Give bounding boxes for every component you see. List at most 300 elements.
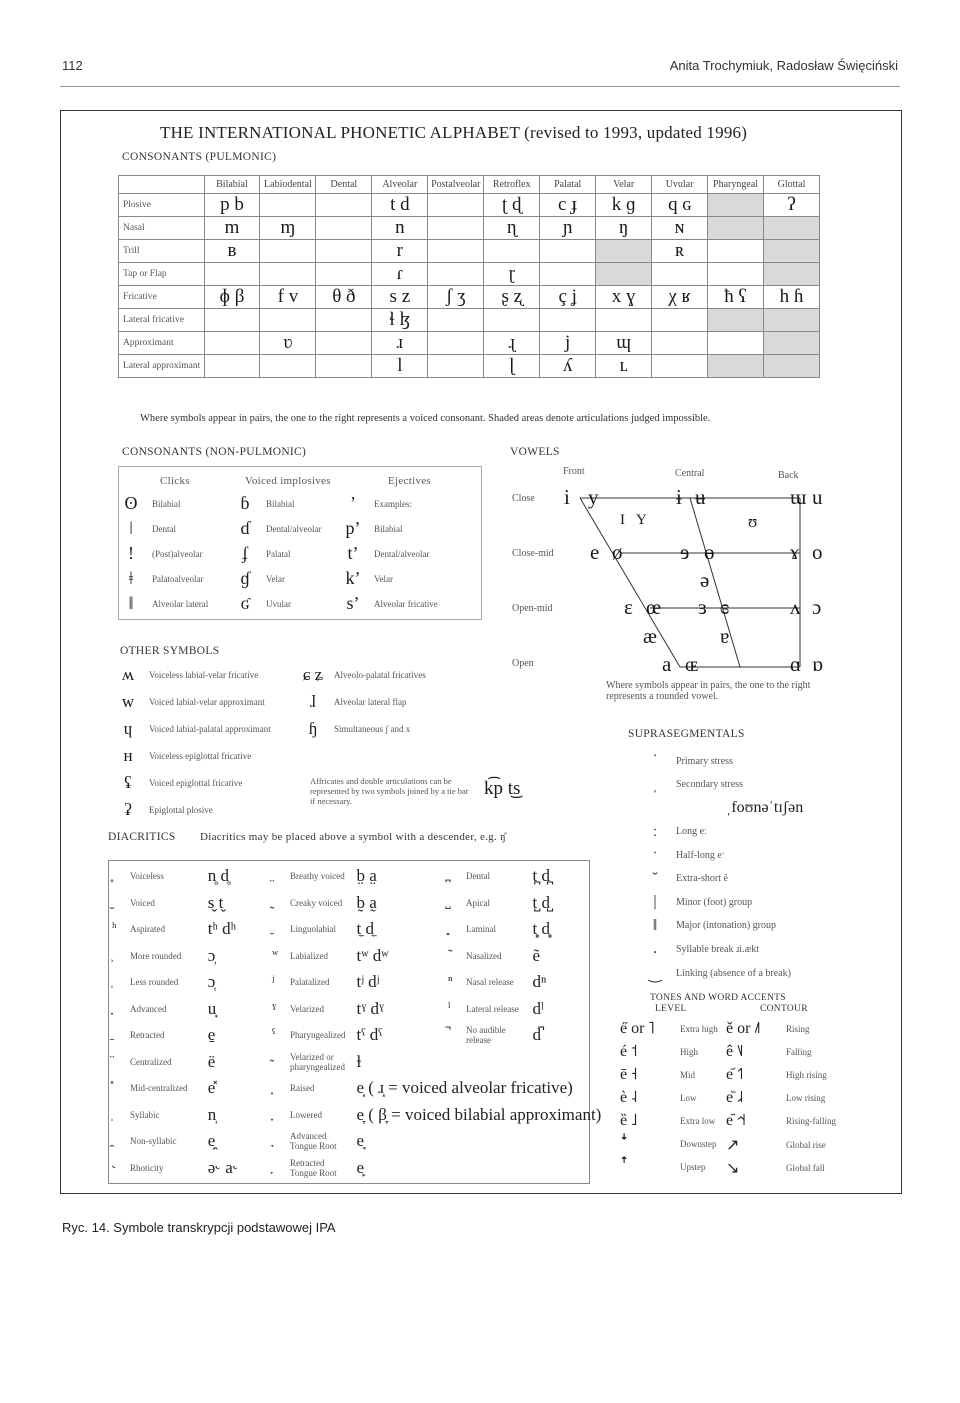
ejective-item bbox=[340, 543, 429, 564]
consonant-cell: ʟ bbox=[596, 355, 652, 378]
consonant-cell bbox=[316, 332, 372, 355]
suprasegmental-symbol: ‿ bbox=[648, 965, 662, 983]
tone-symbol: e᷈ ˧˦˧ bbox=[726, 1112, 746, 1129]
consonant-cell bbox=[652, 355, 708, 378]
suprasegmental-label: Major (intonation) group bbox=[676, 920, 776, 931]
tone-label: Rising-falling bbox=[786, 1116, 836, 1126]
diacritic-example: t̺ d̺ bbox=[532, 892, 550, 912]
consonant-cell: ɸ β bbox=[204, 286, 260, 309]
vowel-trapezoid bbox=[560, 480, 820, 680]
diacritic-row bbox=[448, 1025, 541, 1045]
symbol: pʼ bbox=[345, 518, 361, 538]
consonant-cell bbox=[428, 355, 484, 378]
consonant-cell bbox=[260, 240, 316, 263]
vowel-open-o: ɔ bbox=[812, 595, 822, 619]
consonant-cell bbox=[708, 217, 764, 240]
diacritic-row bbox=[272, 1105, 601, 1125]
tone-item bbox=[726, 1043, 812, 1061]
symbol-label: Voiced epiglottal fricative bbox=[149, 778, 243, 788]
diacritic-example: ə˞ a˞ bbox=[207, 1157, 239, 1177]
diacritic-label: Syllabic bbox=[130, 1109, 160, 1120]
symbol: ǃ bbox=[128, 543, 134, 563]
consonant-cell: ɲ bbox=[540, 217, 596, 240]
column-header: Uvular bbox=[652, 176, 708, 194]
diacritic-example: dˡ bbox=[532, 998, 544, 1018]
tone-symbol: é ˦ bbox=[620, 1043, 638, 1060]
vowel-front-label: Front bbox=[563, 466, 585, 477]
diacritic-row bbox=[272, 919, 374, 939]
diacritic-row bbox=[112, 999, 216, 1019]
vowel-i: i bbox=[564, 485, 570, 509]
consonant-row bbox=[119, 194, 820, 217]
diacritic-mark: ʷ bbox=[272, 947, 278, 963]
suprasegmental-symbol: . bbox=[653, 940, 657, 957]
column-header: Postalveolar bbox=[428, 176, 484, 194]
symbol-label: Alveolar lateral bbox=[152, 598, 209, 609]
suprasegmental-label: ˌfoʊnəˈtɪʃən bbox=[726, 799, 804, 816]
diacritic-row bbox=[112, 946, 215, 966]
diacritic-example: s̬ t̬ bbox=[207, 892, 224, 912]
vowel-turned-m: ɯ bbox=[790, 485, 807, 509]
diacritic-label: Voiceless bbox=[130, 871, 164, 881]
suprasegmental-item bbox=[640, 870, 728, 888]
diacritic-example: ɫ bbox=[356, 1051, 362, 1071]
diacritic-label: Breathy voiced bbox=[290, 871, 345, 881]
symbol-label: Dental bbox=[152, 523, 176, 534]
consonant-cell: k ɡ bbox=[596, 194, 652, 217]
consonant-cell: ʃ ʒ bbox=[428, 286, 484, 309]
consonant-cell: ʂ ʐ bbox=[484, 286, 540, 309]
consonant-cell bbox=[428, 263, 484, 286]
diacritic-mark bbox=[272, 1054, 290, 1070]
consonant-cell bbox=[316, 217, 372, 240]
tones-level-label: LEVEL bbox=[655, 1004, 687, 1014]
tone-item bbox=[620, 1043, 698, 1061]
figure-caption: Ryc. 14. Symbole transkrypcji podstawowej IPA bbox=[62, 1220, 336, 1235]
consonant-cell bbox=[204, 263, 260, 286]
diacritic-row bbox=[448, 999, 544, 1019]
tone-label: Global fall bbox=[786, 1163, 825, 1173]
vowel-ash: æ bbox=[643, 624, 658, 648]
consonant-cell: ŋ bbox=[596, 217, 652, 240]
tone-item bbox=[620, 1089, 697, 1107]
consonant-cell: l bbox=[372, 355, 428, 378]
diacritic-mark bbox=[272, 868, 290, 884]
suprasegmental-symbol: ˑ bbox=[652, 846, 658, 863]
diacritic-row bbox=[112, 893, 223, 913]
suprasegmental-item bbox=[640, 846, 725, 864]
diacritic-mark: ʰ bbox=[112, 921, 117, 936]
tone-label: Low rising bbox=[786, 1093, 826, 1103]
consonant-row bbox=[119, 240, 820, 263]
diacritic-label: Pharyngealized bbox=[290, 1030, 346, 1040]
diacritic-example: b̤ a̤ bbox=[356, 866, 377, 885]
vowel-barred-i: ɨ bbox=[676, 485, 682, 509]
consonant-cell: h ɦ bbox=[764, 286, 820, 309]
other-symbol-item bbox=[115, 692, 265, 712]
vowel-back-label: Back bbox=[778, 470, 799, 481]
vowel-a: a bbox=[662, 652, 672, 676]
column-header: Bilabial bbox=[204, 176, 260, 194]
diacritic-mark bbox=[272, 1133, 290, 1149]
diacritic-example: e̙ bbox=[356, 1157, 365, 1177]
consonant-cell: ɾ bbox=[372, 263, 428, 286]
consonant-cell: ɰ bbox=[596, 332, 652, 355]
symbol: sʼ bbox=[346, 593, 360, 613]
consonant-cell bbox=[652, 263, 708, 286]
suprasegmental-label: Syllable break ɹi.ækt bbox=[676, 943, 760, 955]
diacritic-mark: ˠ bbox=[272, 1000, 277, 1016]
symbol: ǀ bbox=[129, 518, 133, 538]
header-rule bbox=[60, 86, 900, 87]
affricate-note: Affricates and double articulations can be represented by two symbols joined by a tie bar if necessary. bbox=[310, 776, 469, 806]
suprasegmental-label: Linking (absence of a break) bbox=[676, 968, 791, 979]
diacritic-example: tˤ dˤ bbox=[356, 1025, 383, 1044]
tone-item bbox=[726, 1112, 836, 1130]
consonant-cell bbox=[708, 332, 764, 355]
other-symbol-item bbox=[115, 746, 251, 766]
diacritic-label: Aspirated bbox=[130, 924, 165, 934]
diacritic-example: tʰ dʰ bbox=[207, 919, 237, 938]
tone-item bbox=[620, 1020, 718, 1038]
consonant-cell bbox=[540, 240, 596, 263]
column-header: Pharyngeal bbox=[708, 176, 764, 194]
pulmonic-heading: CONSONANTS (PULMONIC) bbox=[122, 151, 277, 163]
consonant-cell: θ ð bbox=[316, 286, 372, 309]
other-symbol-item bbox=[115, 800, 213, 820]
symbol-label: Bilabial bbox=[266, 498, 295, 509]
diacritic-example: e̯ bbox=[207, 1131, 216, 1150]
diacritic-mark bbox=[112, 1001, 130, 1017]
diacritic-row bbox=[112, 919, 236, 939]
diacritic-row bbox=[112, 1078, 215, 1098]
consonant-row bbox=[119, 286, 820, 309]
consonant-cell bbox=[260, 263, 316, 286]
tone-symbol: ê ˥˩ bbox=[726, 1043, 744, 1060]
diacritic-mark bbox=[272, 921, 290, 937]
symbol-label: Voiced labial-velar approximant bbox=[149, 697, 265, 707]
suprasegmental-symbol: | bbox=[653, 893, 657, 910]
diacritic-label: Advanced bbox=[130, 1003, 167, 1014]
diacritic-mark bbox=[272, 1107, 290, 1123]
column-header: Alveolar bbox=[372, 176, 428, 194]
vowel-small-cap-i: I bbox=[620, 512, 625, 528]
consonant-cell bbox=[428, 194, 484, 217]
tone-symbol: ȅ ˩ bbox=[620, 1112, 638, 1129]
vowel-schwa: ə bbox=[700, 568, 710, 592]
diacritic-row bbox=[112, 1052, 215, 1072]
symbol-label: (Post)alveolar bbox=[152, 548, 203, 559]
suprasegmental-label: Secondary stress bbox=[676, 779, 743, 790]
tone-symbol: e᷄ ˦˥ bbox=[726, 1066, 744, 1083]
suprasegmental-label: Minor (foot) group bbox=[676, 896, 753, 908]
diacritic-example: b̰ a̰ bbox=[356, 892, 377, 912]
symbol-label: Epiglottal plosive bbox=[149, 805, 213, 815]
diacritic-label: Creaky voiced bbox=[290, 897, 343, 908]
diacritic-row bbox=[112, 1025, 215, 1045]
tone-label: Upstep bbox=[680, 1162, 706, 1172]
consonant-cell: ʙ bbox=[204, 240, 260, 263]
diacritic-row bbox=[272, 946, 389, 966]
diacritics-intro: Diacritics may be placed above a symbol with a descender, e.g. ŋ̊ bbox=[200, 831, 506, 843]
tone-label: Extra high bbox=[680, 1024, 718, 1034]
consonant-cell bbox=[652, 332, 708, 355]
implosive-item bbox=[232, 518, 321, 539]
diacritic-label: No audible release bbox=[466, 1025, 506, 1045]
suprasegmental-item bbox=[640, 752, 733, 770]
vowel-small-cap-y: Y bbox=[636, 512, 647, 528]
tones-contour-label: CONTOUR bbox=[760, 1004, 808, 1014]
diacritic-mark bbox=[112, 868, 130, 884]
column-header: Labiodental bbox=[260, 176, 316, 194]
consonant-row bbox=[119, 217, 820, 240]
tone-label: Low bbox=[680, 1093, 697, 1103]
symbol-label: Velar bbox=[266, 573, 285, 584]
consonant-cell bbox=[316, 240, 372, 263]
diacritic-mark bbox=[272, 1080, 290, 1096]
consonant-row bbox=[119, 263, 820, 286]
vowel-barred-o: ɵ bbox=[704, 540, 715, 564]
tone-item bbox=[620, 1135, 717, 1153]
consonant-cell bbox=[316, 263, 372, 286]
tone-item bbox=[726, 1135, 826, 1155]
vowel-closed-reversed-epsilon: ɞ bbox=[720, 595, 730, 619]
suprasegmental-symbol bbox=[640, 870, 670, 888]
diacritic-example: e̝ ( ɹ̝ = voiced alveolar fricative) bbox=[356, 1078, 573, 1097]
consonant-cell bbox=[204, 355, 260, 378]
suprasegmental-label: Long eː bbox=[676, 826, 707, 837]
diacritic-label: Labialized bbox=[290, 950, 328, 961]
diacritic-label: Linguolabial bbox=[290, 924, 336, 934]
diacritic-row bbox=[112, 1131, 215, 1151]
symbol: ɥ bbox=[123, 719, 133, 738]
diacritic-label: Apical bbox=[466, 897, 490, 908]
diacritic-mark bbox=[272, 1160, 290, 1176]
consonant-cell bbox=[764, 332, 820, 355]
vowel-oe: œ bbox=[646, 595, 662, 619]
manner-label: Plosive bbox=[119, 194, 205, 217]
consonant-cell: s z bbox=[372, 286, 428, 309]
diacritic-label: Lowered bbox=[290, 1109, 322, 1120]
consonant-cell bbox=[708, 263, 764, 286]
vowel-u: u bbox=[812, 485, 823, 509]
suprasegmental-item bbox=[640, 799, 803, 817]
diacritic-mark: ʲ bbox=[272, 974, 275, 989]
vowel-script-a: ɑ bbox=[790, 652, 801, 676]
consonant-cell bbox=[260, 194, 316, 217]
suprasegmental-item bbox=[640, 893, 752, 911]
symbol-label: Alveolar lateral flap bbox=[334, 697, 407, 707]
vowel-slashed-o: ø bbox=[612, 540, 623, 564]
other-symbol-item bbox=[115, 719, 271, 739]
symbol: ɗ bbox=[240, 518, 250, 538]
consonant-row bbox=[119, 332, 820, 355]
consonant-cell bbox=[428, 240, 484, 263]
diacritic-row bbox=[272, 893, 377, 913]
diacritic-row bbox=[272, 1025, 382, 1045]
diacritic-mark bbox=[448, 895, 466, 911]
consonant-cell: x ɣ bbox=[596, 286, 652, 309]
implosive-item bbox=[232, 493, 295, 514]
pulmonic-note: Where symbols appear in pairs, the one to the right represents a voiced consonant. Shaded areas denote articulations judged impossible. bbox=[140, 413, 711, 424]
diacritic-row bbox=[112, 1158, 238, 1178]
diacritic-mark bbox=[112, 895, 130, 911]
vowel-note: Where symbols appear in pairs, the one to the right represents a rounded vowel. bbox=[606, 680, 811, 702]
diacritic-mark bbox=[448, 868, 466, 884]
tone-label: Mid bbox=[680, 1070, 696, 1080]
symbol: ǁ bbox=[128, 593, 134, 613]
symbol: ɺ bbox=[310, 692, 316, 711]
consonant-cell bbox=[204, 332, 260, 355]
symbol-label: Uvular bbox=[266, 598, 291, 609]
tone-item bbox=[726, 1020, 810, 1038]
tone-symbol: e̋ or ˥ bbox=[620, 1020, 655, 1037]
click-item bbox=[118, 518, 176, 539]
tone-label: Rising bbox=[786, 1024, 810, 1034]
implosives-title: Voiced implosives bbox=[245, 475, 331, 487]
tone-item bbox=[620, 1066, 695, 1084]
diacritic-mark bbox=[112, 974, 130, 990]
vowel-turned-v: ʌ bbox=[790, 595, 801, 619]
other-symbol-item bbox=[115, 665, 258, 685]
diacritic-mark bbox=[448, 1027, 466, 1043]
consonant-cell bbox=[204, 309, 260, 332]
implosive-item bbox=[232, 568, 285, 589]
diacritic-example: e̞ ( β̞ = voiced bilabial approximant) bbox=[356, 1104, 602, 1124]
tie-bar-examples: k͡p t͜s bbox=[484, 778, 521, 799]
diacritic-mark bbox=[112, 1027, 130, 1043]
suprasegmental-symbol: ‖ bbox=[652, 916, 658, 934]
symbol: ʄ bbox=[242, 543, 248, 563]
tone-symbol: ꜛ bbox=[620, 1158, 628, 1175]
consonant-cell: ɹ bbox=[372, 332, 428, 355]
symbol-label: Alveolo-palatal fricatives bbox=[334, 670, 426, 680]
diacritic-label: Velarized bbox=[290, 1003, 324, 1014]
consonant-cell: ʎ bbox=[540, 355, 596, 378]
consonant-cell bbox=[260, 355, 316, 378]
pulmonic-consonant-table bbox=[118, 175, 820, 378]
diacritic-example: ë bbox=[207, 1051, 216, 1071]
vowel-upsilon: ʊ bbox=[748, 512, 758, 531]
consonant-cell bbox=[708, 355, 764, 378]
diacritic-mark: ˡ bbox=[448, 1000, 451, 1016]
consonant-cell bbox=[764, 263, 820, 286]
consonant-cell bbox=[596, 263, 652, 286]
diacritic-row bbox=[272, 1052, 361, 1072]
implosive-item bbox=[232, 593, 291, 614]
nonpulmonic-heading: CONSONANTS (NON-PULMONIC) bbox=[122, 446, 307, 458]
suprasegmental-label: Half-long eˑ bbox=[676, 849, 725, 861]
symbol: ɧ bbox=[308, 719, 318, 738]
symbol: kʼ bbox=[345, 568, 361, 588]
suprasegmentals-heading: SUPRASEGMENTALS bbox=[628, 728, 745, 740]
tone-symbol: ↘ bbox=[726, 1160, 740, 1177]
column-header: Dental bbox=[316, 176, 372, 194]
tone-label: Global rise bbox=[786, 1140, 826, 1150]
diacritic-example: ẽ bbox=[532, 945, 541, 965]
consonant-cell bbox=[428, 309, 484, 332]
diacritic-row bbox=[272, 1078, 573, 1098]
diacritic-row bbox=[112, 972, 215, 992]
tone-symbol: ↗ bbox=[726, 1137, 740, 1154]
diacritic-example: e̠ bbox=[207, 1025, 216, 1044]
consonant-cell bbox=[316, 194, 372, 217]
vowel-o: o bbox=[812, 540, 823, 564]
diacritic-label: Rhoticity bbox=[130, 1162, 164, 1173]
symbol-label: Simultaneous ʃ and x bbox=[334, 724, 411, 734]
other-symbol-item bbox=[300, 665, 426, 685]
diacritic-row bbox=[448, 972, 546, 992]
diacritic-label: Raised bbox=[290, 1083, 315, 1093]
consonant-cell: m bbox=[204, 217, 260, 240]
corner-cell bbox=[119, 176, 205, 194]
diacritic-mark: ⁿ bbox=[448, 974, 453, 989]
consonant-cell bbox=[316, 309, 372, 332]
tone-symbol: ꜜ bbox=[620, 1135, 628, 1152]
suprasegmental-label: Primary stress bbox=[676, 755, 733, 767]
manner-label: Lateral fricative bbox=[119, 309, 205, 332]
diacritic-row bbox=[272, 866, 377, 886]
manner-label: Tap or Flap bbox=[119, 263, 205, 286]
consonant-cell bbox=[764, 355, 820, 378]
symbol-label: Bilabial bbox=[152, 498, 181, 509]
ejective-item bbox=[340, 568, 393, 589]
diacritic-example: t̼ d̼ bbox=[356, 919, 374, 938]
suprasegmental-symbol: ː bbox=[652, 822, 658, 840]
vowel-e: e bbox=[590, 540, 600, 564]
symbol: ʼ bbox=[350, 493, 356, 513]
consonant-cell: ʀ bbox=[652, 240, 708, 263]
consonant-cell: ħ ʕ bbox=[708, 286, 764, 309]
diacritic-example: n̥ d̥ bbox=[207, 866, 229, 885]
consonant-cell: ʋ bbox=[260, 332, 316, 355]
manner-label: Approximant bbox=[119, 332, 205, 355]
consonant-cell: p b bbox=[204, 194, 260, 217]
tone-label: High bbox=[680, 1047, 698, 1057]
vowels-heading: VOWELS bbox=[510, 446, 560, 458]
diacritic-label: Lateral release bbox=[466, 1003, 519, 1014]
diacritic-mark: ˤ bbox=[272, 1027, 276, 1042]
page-number: 112 bbox=[62, 58, 83, 73]
consonant-cell bbox=[540, 309, 596, 332]
diacritic-label: Retracted Tongue Root bbox=[290, 1157, 337, 1178]
tone-label: Falling bbox=[786, 1047, 812, 1057]
diacritic-mark bbox=[112, 1054, 130, 1070]
vowel-central-label: Central bbox=[675, 468, 705, 479]
vowel-small-cap-oe: ɶ bbox=[685, 652, 699, 676]
diacritic-example: e̽ bbox=[207, 1078, 216, 1097]
symbol-label: Velar bbox=[374, 573, 393, 584]
consonant-cell bbox=[708, 240, 764, 263]
consonant-cell: ʈ ɖ bbox=[484, 194, 540, 217]
diacritic-row bbox=[448, 893, 550, 913]
diacritic-example: dⁿ bbox=[532, 972, 547, 991]
diacritic-label: Palatalized bbox=[290, 977, 330, 987]
ipa-chart-title: THE INTERNATIONAL PHONETIC ALPHABET (revised to 1993, updated 1996) bbox=[160, 123, 748, 142]
diacritic-label: Less rounded bbox=[130, 977, 179, 987]
consonant-cell: ɽ bbox=[484, 263, 540, 286]
click-item bbox=[118, 493, 181, 514]
diacritic-example: tˠ dˠ bbox=[356, 998, 384, 1018]
diacritic-mark bbox=[272, 895, 290, 911]
diacritic-label: Advanced Tongue Root bbox=[290, 1131, 337, 1151]
diacritic-mark bbox=[448, 921, 466, 937]
pulmonic-header-row bbox=[119, 176, 820, 194]
consonant-cell: q ɢ bbox=[652, 194, 708, 217]
tone-symbol: ě or ˩˥ bbox=[726, 1020, 761, 1037]
vowel-row-close: Close bbox=[512, 493, 535, 504]
consonant-cell: ɬ ɮ bbox=[372, 309, 428, 332]
